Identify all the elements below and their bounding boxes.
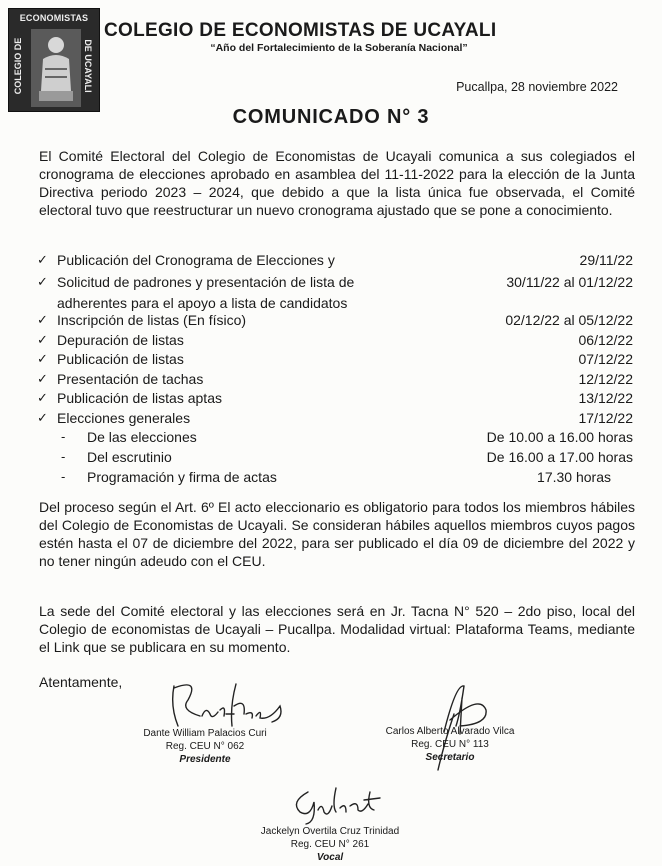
dash-marker: - <box>61 469 66 484</box>
schedule-item <box>37 371 635 391</box>
schedule-item-date: 06/12/22 <box>578 331 633 348</box>
check-icon: ✓ <box>37 252 48 267</box>
schedule-item-date: 13/12/22 <box>578 390 633 406</box>
closing-salutation: Atentamente, <box>39 674 123 690</box>
election-subitem-time: 17.30 horas <box>537 469 611 485</box>
logo-top-text: ECONOMISTAS <box>19 13 89 23</box>
schedule-item-label: Inscripción de listas (En físico) <box>57 312 247 328</box>
schedule-item <box>37 332 635 352</box>
vocal-role: Vocal <box>316 852 344 863</box>
election-subitem-time: De 10.00 a 16.00 horas <box>486 429 633 445</box>
schedule-item-label: Elecciones generales <box>57 409 191 426</box>
election-schedule <box>37 252 635 489</box>
schedule-item-label: Solicitud de padrones y presentación de lista de <box>57 274 355 290</box>
schedule-item-date: 30/11/22 al 01/12/22 <box>506 274 633 290</box>
vocal-registration: Reg. CEU N° 261 <box>290 839 370 850</box>
check-icon: ✓ <box>37 390 48 405</box>
college-logo <box>8 8 100 112</box>
schedule-item <box>37 312 635 332</box>
election-subitem <box>37 469 635 489</box>
schedule-item-continuation <box>37 293 635 312</box>
schedule-item-date: 12/12/22 <box>578 370 633 387</box>
president-registration: Reg. CEU N° 062 <box>165 741 245 752</box>
secretary-role: Secretario <box>425 752 475 763</box>
dash-marker: - <box>61 429 66 444</box>
document-date: Pucallpa, 28 noviembre 2022 <box>456 80 618 94</box>
election-subitem <box>37 429 635 449</box>
president-role: Presidente <box>179 754 231 765</box>
logo-left-text: COLEGIO DE <box>13 37 23 95</box>
logo-right-text: DE UCAYALI <box>83 39 93 93</box>
schedule-item-date: 07/12/22 <box>578 351 633 367</box>
election-subitem-label: Del escrutinio <box>87 449 172 465</box>
schedule-item-label: Presentación de tachas <box>57 370 204 387</box>
schedule-item <box>37 390 635 410</box>
schedule-item-label: Publicación del Cronograma de Elecciones y <box>57 252 335 268</box>
schedule-item-date: 17/12/22 <box>578 409 633 426</box>
election-subitem-label: Programación y firma de actas <box>87 469 277 485</box>
schedule-item-label: Publicación de listas aptas <box>57 390 222 406</box>
check-icon: ✓ <box>37 331 48 347</box>
org-title: COLEGIO DE ECONOMISTAS DE UCAYALI <box>104 20 497 41</box>
check-icon: ✓ <box>37 351 48 366</box>
election-subitem-label: De las elecciones <box>87 429 197 445</box>
president-name: Dante William Palacios Curi <box>143 728 267 739</box>
secretary-name: Carlos Alberto Alvarado Vilca <box>385 726 515 737</box>
check-icon: ✓ <box>37 370 48 386</box>
schedule-item-date: 29/11/22 <box>579 252 633 268</box>
schedule-item-label: Publicación de listas <box>57 351 184 367</box>
vocal-name: Jackelyn Overtila Cruz Trinidad <box>260 826 400 837</box>
vocal-signature <box>288 782 388 826</box>
dash-marker: - <box>61 449 66 464</box>
secretary-registration: Reg. CEU N° 113 <box>411 739 489 750</box>
schedule-item <box>37 410 635 430</box>
schedule-item <box>37 274 635 293</box>
document-title: COMUNICADO N° 3 <box>232 106 430 128</box>
venue-paragraph: La sede del Comité electoral y las elecciones será en Jr. Tacna N° 520 – 2do piso, local del Colegio de economistas de Ucayali – Pucallpa. Modalidad virtual: Plataforma Teams, mediante el Link que se publicara en su momento. <box>39 603 635 655</box>
schedule-item <box>37 351 635 371</box>
intro-paragraph: El Comité Electoral del Colegio de Economistas de Ucayali comunica a sus colegiados el cronograma de elecciones aprobado en asamblea del 11-11-2022 para la elección de la Junta Directiva periodo 2023 – 2024, que debido a que la lista única fue observada, el Comité electoral tuvo que reestructurar un nuevo cronograma ajustado que se pone a conocimiento. <box>39 148 635 218</box>
election-subitem-time: De 16.00 a 17.00 horas <box>486 449 633 465</box>
schedule-item-continuation-text: adherentes para el apoyo a lista de candidatos <box>57 295 348 311</box>
check-icon: ✓ <box>37 274 48 289</box>
schedule-item-date: 02/12/22 al 05/12/22 <box>505 312 633 328</box>
logo-figure-icon <box>31 29 81 107</box>
election-subitem <box>37 449 635 469</box>
eligibility-paragraph: Del proceso según el Art. 6º El acto eleccionario es obligatorio para todos los miembros hábiles del Colegio de Economistas de Ucayali. Se consideran hábiles aquellos miembros cuyos pagos estén hasta el 07 de diciembre del 2022, para ser publicado el día 09 de diciembre del 2022 y no tener ningún adeudo con el CEU. <box>39 499 635 569</box>
schedule-item <box>37 252 635 274</box>
check-icon: ✓ <box>37 409 48 425</box>
president-signature <box>160 676 300 732</box>
check-icon: ✓ <box>37 312 48 327</box>
year-motto: “Año del Fortalecimiento de la Soberanía Nacional” <box>210 42 468 54</box>
schedule-item-label: Depuración de listas <box>57 331 184 348</box>
